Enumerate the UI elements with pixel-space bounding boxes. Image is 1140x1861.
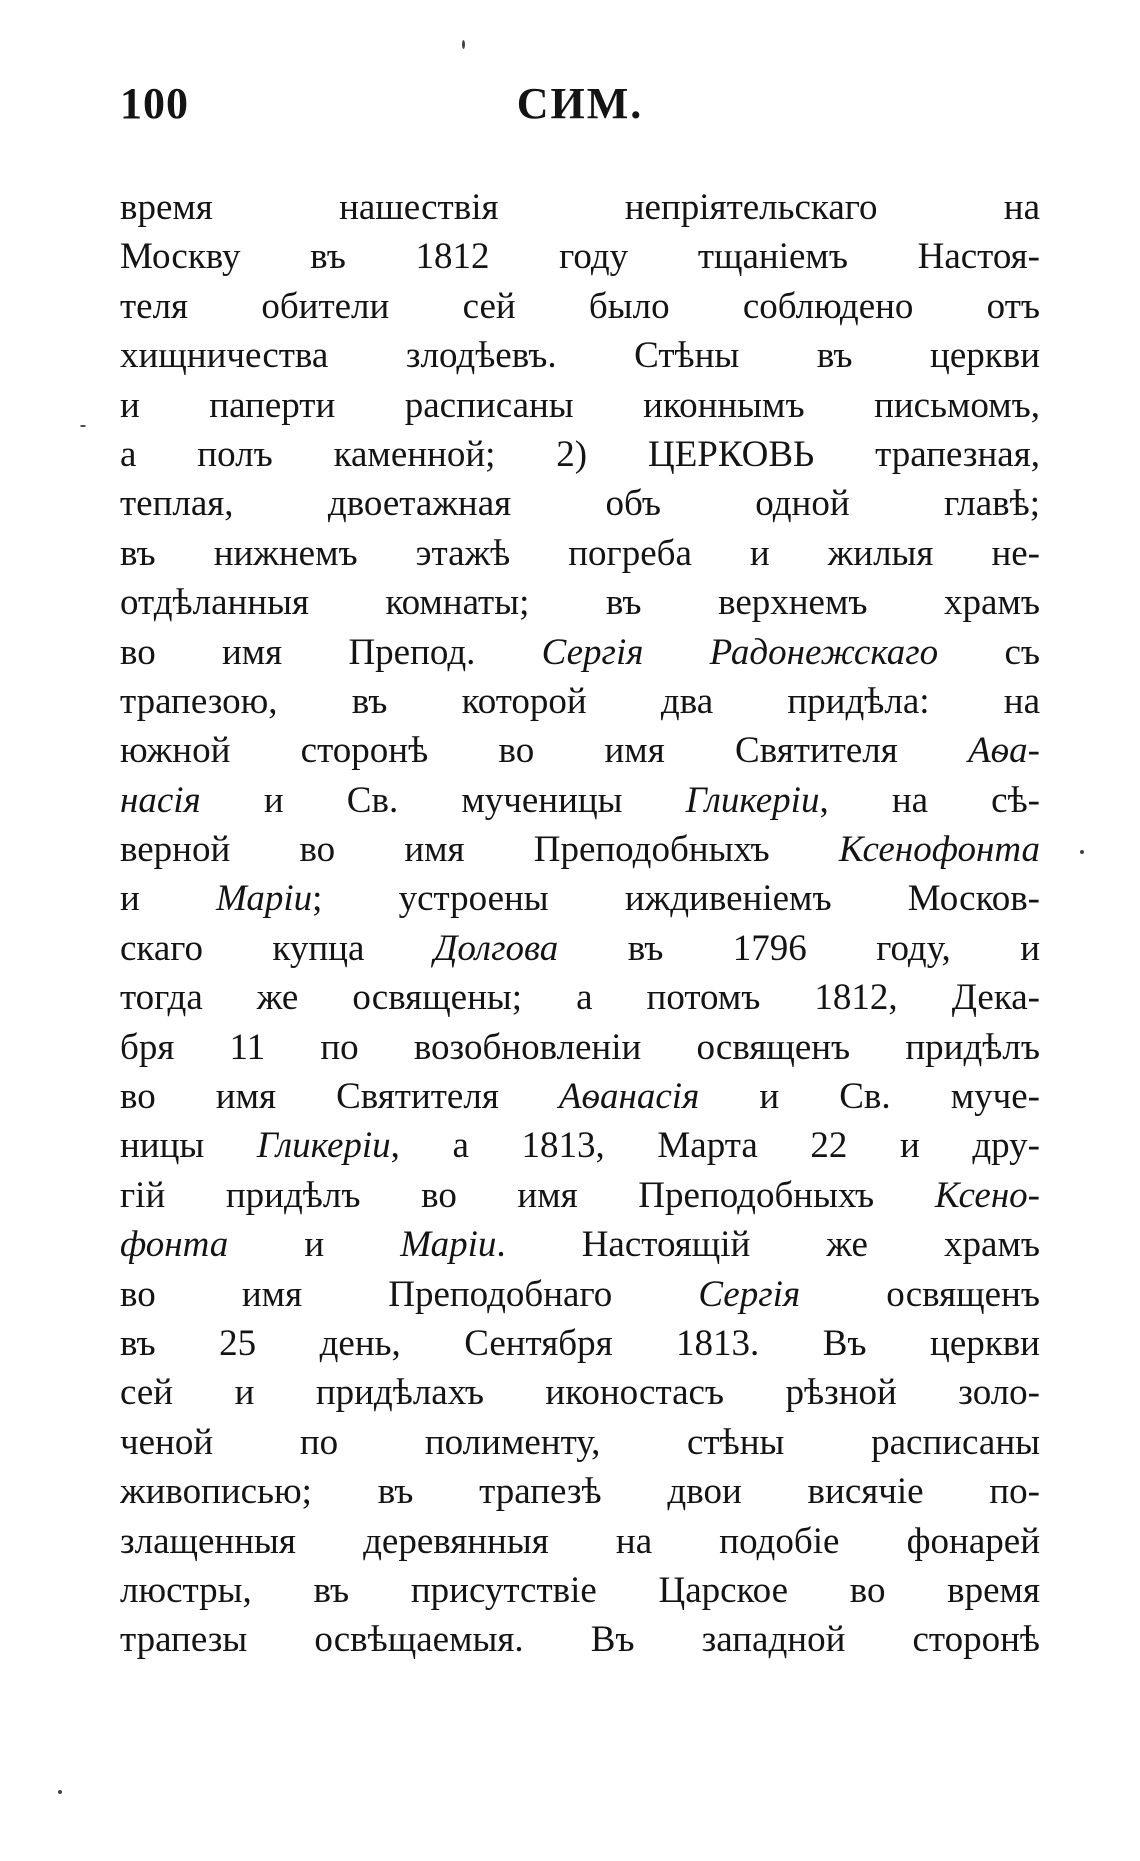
text-segment: во имя Препод.	[120, 631, 542, 673]
page-header	[120, 78, 1040, 138]
text-segment: гій придѣлъ во имя Преподобныхъ	[120, 1174, 935, 1216]
text-segment: ; устроены иждивеніемъ Москов-	[312, 878, 1040, 920]
italic-segment: Ксенофонта	[838, 829, 1040, 871]
text-line	[120, 578, 1040, 627]
text-line	[120, 381, 1040, 430]
running-head: СИМ.	[516, 79, 644, 128]
text-line	[120, 479, 1040, 528]
text-line	[120, 331, 1040, 380]
text-segment: а полъ каменной; 2) ЦЕРКОВЬ трапезная,	[120, 433, 1040, 475]
text-segment: ницы	[120, 1125, 257, 1167]
text-line	[120, 430, 1040, 479]
text-segment: тогда же освящены; а потомъ 1812, Дека-	[120, 977, 1040, 1019]
text-line	[120, 1467, 1040, 1516]
text-segment: и Св. мученицы	[200, 779, 686, 821]
text-line	[120, 924, 1040, 973]
text-segment: теплая, двоетажная объ одной главѣ;	[120, 483, 1040, 525]
text-segment: съ	[938, 631, 1040, 673]
text-line	[120, 1517, 1040, 1566]
ink-speck	[80, 425, 86, 427]
body-text	[120, 183, 1040, 1665]
text-segment: время нашествія непріятельскаго на	[120, 187, 1040, 228]
text-line	[120, 1615, 1040, 1664]
text-line	[120, 677, 1040, 726]
text-segment: , а 1813, Марта 22 и дру-	[390, 1125, 1040, 1167]
text-segment: трапезы освѣщаемыя. Въ западной сторонѣ	[120, 1619, 1040, 1661]
text-line	[120, 1368, 1040, 1417]
text-segment: въ 25 день, Сентября 1813. Въ церкви	[120, 1322, 1040, 1364]
text-segment: во имя Святителя	[120, 1076, 559, 1118]
page-number: 100	[120, 79, 189, 128]
text-line	[120, 874, 1040, 923]
text-line	[120, 1566, 1040, 1615]
text-line	[120, 1220, 1040, 1269]
text-segment: живописью; въ трапезѣ двои висячіе по-	[120, 1471, 1040, 1513]
text-line	[120, 183, 1040, 232]
text-line	[120, 1319, 1040, 1368]
italic-segment: Сергія	[698, 1273, 801, 1315]
text-segment: и Св. муче-	[699, 1076, 1040, 1118]
text-line	[120, 1121, 1040, 1170]
text-line	[120, 776, 1040, 825]
text-segment: бря 11 по возобновленіи освященъ придѣлъ	[120, 1026, 1040, 1068]
italic-segment: фонта	[120, 1224, 229, 1266]
text-segment: , на сѣ-	[819, 779, 1040, 821]
italic-segment: Маріи	[216, 878, 313, 920]
ink-speck	[462, 40, 465, 49]
text-segment: въ 1796 году, и	[558, 927, 1040, 969]
text-line	[120, 529, 1040, 578]
text-segment: . Настоящій же храмъ	[496, 1224, 1040, 1266]
text-line	[120, 232, 1040, 281]
text-line	[120, 1418, 1040, 1467]
italic-segment: Долгова	[433, 927, 559, 969]
italic-segment: Гликеріи	[256, 1125, 391, 1167]
text-segment: сей и придѣлахъ иконостасъ рѣзной золо-	[120, 1372, 1040, 1414]
text-segment: верной во имя Преподобныхъ	[120, 829, 839, 871]
text-segment: Москву въ 1812 году тщаніемъ Настоя-	[120, 236, 1040, 278]
text-segment: и паперти расписаны иконнымъ письмомъ,	[120, 384, 1040, 426]
text-line	[120, 1023, 1040, 1072]
text-line	[120, 973, 1040, 1022]
italic-segment: Маріи	[400, 1224, 497, 1266]
text-segment: во имя Преподобнаго	[120, 1273, 699, 1315]
italic-segment: Аѳанасія	[558, 1076, 700, 1118]
text-line	[120, 282, 1040, 331]
text-segment: люстры, въ присутствіе Царское во время	[120, 1569, 1040, 1611]
ink-speck	[58, 1790, 62, 1794]
text-segment: южной сторонѣ во имя Святителя	[120, 730, 969, 772]
text-segment: хищничества злодѣевъ. Стѣны въ церкви	[120, 335, 1040, 377]
text-segment: и	[120, 878, 217, 920]
italic-segment: Гликеріи	[685, 779, 820, 821]
text-segment: трапезою, въ которой два придѣла: на	[120, 680, 1040, 722]
text-segment: ченой по полименту, стѣны расписаны	[120, 1421, 1040, 1463]
text-line	[120, 1171, 1040, 1220]
text-segment: въ нижнемъ этажѣ погреба и жилыя не-	[120, 532, 1040, 574]
text-segment: теля обители сей было соблюдено отъ	[120, 285, 1040, 327]
text-segment: скаго купца	[120, 927, 434, 969]
text-segment: освященъ	[800, 1273, 1040, 1315]
text-segment: отдѣланныя комнаты; въ верхнемъ храмъ	[120, 582, 1040, 624]
text-line	[120, 1270, 1040, 1319]
italic-segment: Аѳа-	[968, 730, 1040, 772]
italic-segment: насія	[120, 779, 201, 821]
text-segment: и	[228, 1224, 401, 1266]
text-line	[120, 628, 1040, 677]
ink-speck	[1080, 850, 1084, 854]
italic-segment: Сергія Радонежскаго	[541, 631, 939, 673]
italic-segment: Ксено-	[934, 1174, 1040, 1216]
text-line	[120, 726, 1040, 775]
text-line	[120, 1072, 1040, 1121]
text-segment: злащенныя деревянныя на подобіе фонарей	[120, 1520, 1040, 1562]
text-line	[120, 825, 1040, 874]
